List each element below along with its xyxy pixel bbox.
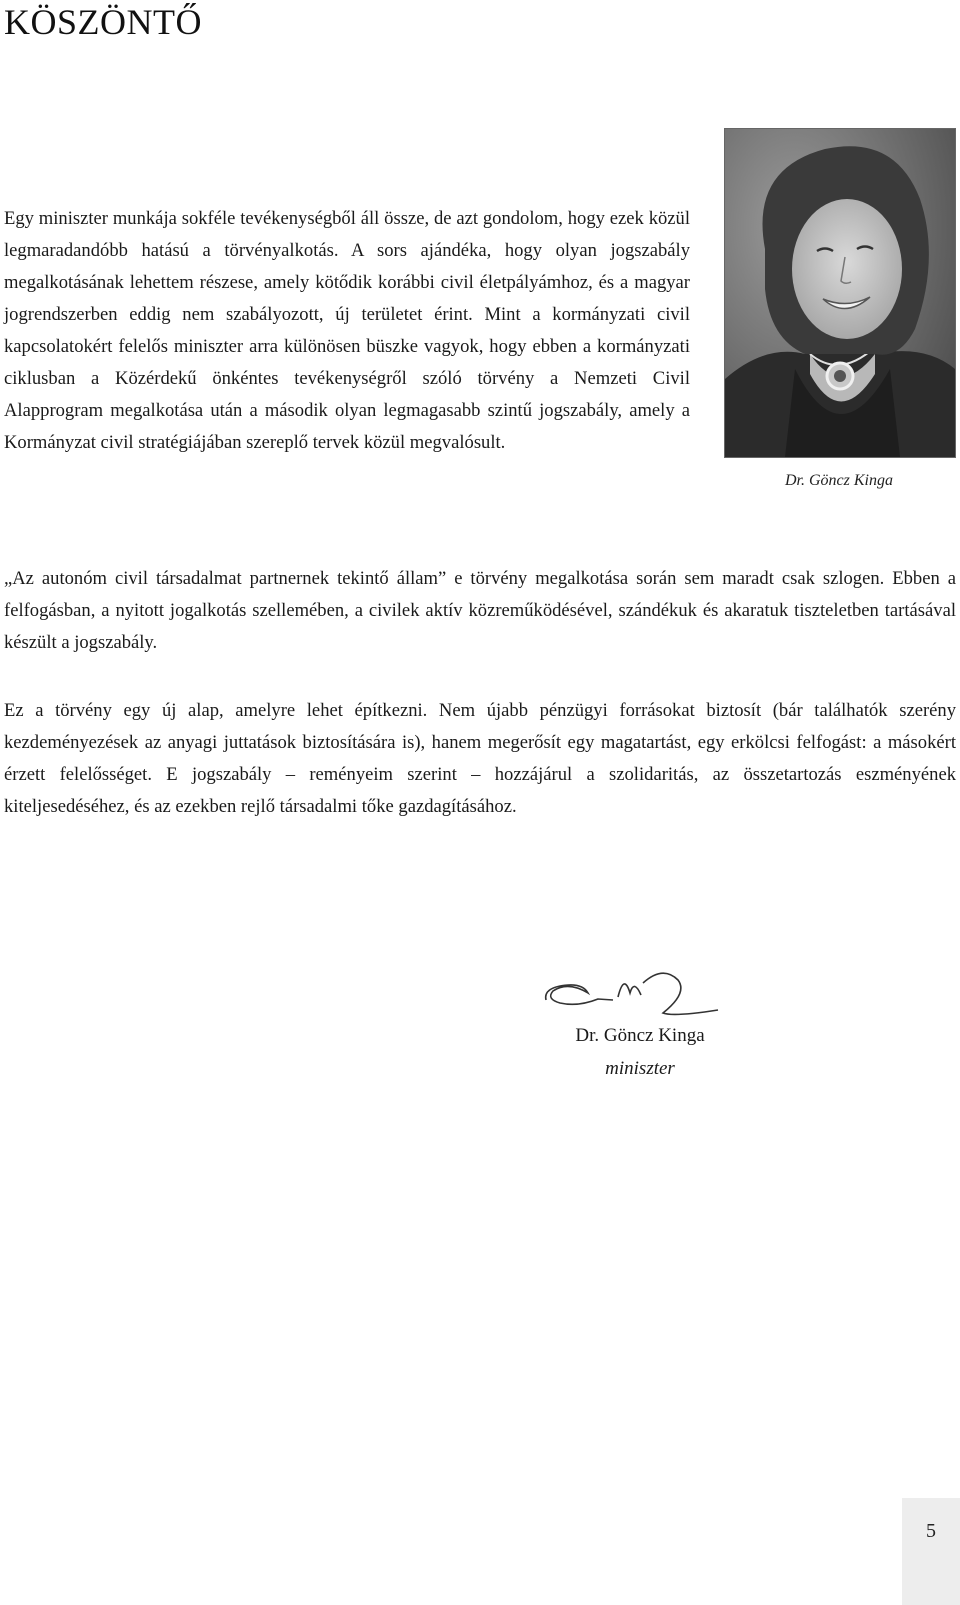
signatory-name: Dr. Göncz Kinga	[575, 1025, 705, 1046]
handwritten-signature	[538, 955, 738, 1035]
paragraph-closing: Ez a törvény egy új alap, amelyre lehet építkezni. Nem újabb pénzügyi forrásokat biztosít (bár találhatók szerény kezdeményezések az anyagi juttatások biztosítására is), hanem megerősít egy magatartást, egy erkölcsi felfogást: a másokért érzett felelősséget. E jogszabály – reményeim szerint – hozzájárul a szolidaritás, az összetartozás eszményének kiteljesedéséhez, és az ezekben rejlő társadalmi tőke gazdagításához.	[4, 700, 956, 817]
paragraph-quote: „Az autonóm civil társadalmat partnernek tekintő állam” e törvény megalkotása során sem maradt csak szlogen. Ebben a felfogásban, a nyitott jogalkotás szellemében, a civilek aktív közreműködésével, szándékuk és akaratuk tiszteletben tartásával készült a jogszabály.	[4, 568, 956, 653]
page-number: 5	[926, 1520, 936, 1542]
photo-caption: Dr. Göncz Kinga	[784, 472, 893, 489]
paragraph-intro: Egy miniszter munkája sokféle tevékenységből áll össze, de azt gondolom, hogy ezek közül legmaradandóbb hatású a törvényalkotás. A sors ajándéka, hogy olyan jogszabály megalkotásának lehettem részese, amely kötődik korábbi civil életpályámhoz, és a magyar jogrendszerben eddig nem szabályozott, új területet érint. Mint a kormányzati civil kapcsolatokért felelős miniszter arra különösen büszke vagyok, hogy ebben a kormányzati ciklusban a Közérdekű önkéntes tevékenységről szóló törvény a Nemzeti Civil Alapprogram megalkotása után a második olyan legmagasabb szintű jogszabály, amely a Kormányzat civil stratégiájában szereplő tervek közül megvalósult.	[4, 208, 690, 453]
portrait-image	[725, 129, 955, 457]
page-title: KÖSZÖNTŐ	[4, 2, 202, 42]
signatory-role: miniszter	[605, 1058, 675, 1079]
portrait-photo	[724, 128, 956, 458]
page-number-box	[902, 1498, 960, 1605]
